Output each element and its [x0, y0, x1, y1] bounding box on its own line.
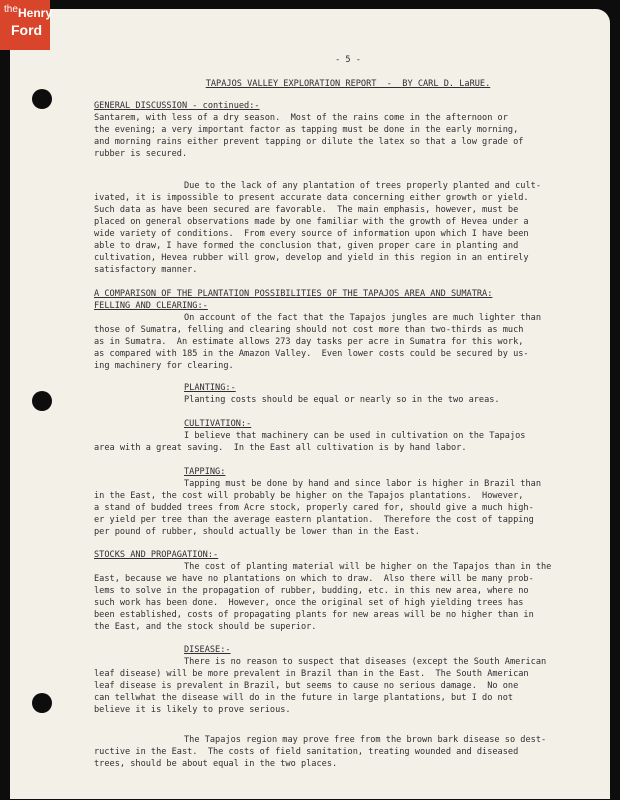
- text-line: per pound of rubber, should actually be lower than in the East.: [94, 527, 420, 537]
- text-line: those of Sumatra, felling and clearing should not cost more than two-thirds as much: [94, 325, 524, 335]
- text-line: leaf disease is prevalent in Brazil, but seems to cause no serious damage. No one: [94, 681, 519, 691]
- section-heading: DISEASE:-: [184, 645, 231, 655]
- text-line: rubber is secured.: [94, 149, 188, 159]
- report-title: TAPAJOS VALLEY EXPLORATION REPORT - BY CARL D. LaRUE.: [205, 79, 491, 89]
- text-line: Tapping must be done by hand and since labor is higher in Brazil than: [184, 479, 541, 489]
- text-line: as compared with 185 in the Amazon Valley. Even lower costs could be secured by us-: [94, 349, 529, 359]
- section-heading: STOCKS AND PROPAGATION:-: [94, 550, 219, 560]
- text-line: Planting costs should be equal or nearly so in the two areas.: [184, 395, 500, 405]
- text-line: Due to the lack of any plantation of trees properly planted and cult-: [184, 181, 541, 191]
- text-line: The cost of planting material will be higher on the Tapajos than in the: [184, 562, 552, 572]
- text-line: ing machinery for clearing.: [94, 361, 234, 371]
- henry-ford-logo: [0, 0, 53, 50]
- document-page: [10, 9, 610, 799]
- text-line: placed on general observations made by one familiar with the growth of Hevea under a: [94, 217, 529, 227]
- logo-text-the: the: [4, 4, 18, 15]
- section-heading: FELLING AND CLEARING:-: [94, 301, 208, 311]
- text-line: and morning rains either prevent tapping or dilute the latex so that a low grade of: [94, 137, 524, 147]
- text-line: the evening; a very important factor as tapping must be done in the early morning,: [94, 125, 519, 135]
- section-heading: PLANTING:-: [184, 383, 236, 393]
- text-line: East, because we have no plantations on which to draw. Also there will be many prob-: [94, 574, 534, 584]
- punch-hole: [32, 391, 52, 411]
- text-line: can tellwhat the disease will do in the future in large plantations, but I do not: [94, 693, 514, 703]
- text-line: area with a great saving. In the East all cultivation is by hand labor.: [94, 443, 467, 453]
- typed-text: [88, 9, 608, 769]
- logo-text-henry: Henry: [18, 6, 53, 20]
- text-line: On account of the fact that the Tapajos jungles are much lighter than: [184, 313, 541, 323]
- text-line: satisfactory manner.: [94, 265, 198, 275]
- text-line: ructive in the East. The costs of field sanitation, treating wounded and diseased: [94, 747, 519, 757]
- text-line: The Tapajos region may prove free from the brown bark disease so dest-: [184, 735, 547, 745]
- text-line: ivated, it is impossible to present accurate data concerning either growth or yield.: [94, 193, 529, 203]
- text-line: able to draw, I have formed the conclusion that, given proper care in planting and: [94, 241, 519, 251]
- text-line: the East, and the stock should be superior.: [94, 622, 317, 632]
- text-line: such work has been done. However, once the original set of high yielding trees has: [94, 598, 524, 608]
- section-heading: TAPPING:: [184, 467, 226, 477]
- text-line: in the East, the cost will probably be higher on the Tapajos plantations. However,: [94, 491, 524, 501]
- text-line: er yield per tree than the average eastern plantation. Therefore the cost of tapping: [94, 515, 534, 525]
- text-line: Such data as have been secured are favorable. The main emphasis, however, must be: [94, 205, 519, 215]
- section-heading: CULTIVATION:-: [184, 419, 252, 429]
- text-line: lems to solve in the propagation of rubber, budding, etc. in this new area, where no: [94, 586, 529, 596]
- punch-hole: [32, 89, 52, 109]
- text-line: wide variety of conditions. From every source of information upon which I have been: [94, 229, 529, 239]
- text-line: believe it is likely to prove serious.: [94, 705, 291, 715]
- section-heading: GENERAL DISCUSSION - continued:-: [94, 101, 260, 111]
- text-line: There is no reason to suspect that diseases (except the South American: [184, 657, 547, 667]
- text-line: I believe that machinery can be used in cultivation on the Tapajos: [184, 431, 526, 441]
- text-line: a stand of budded trees from Acre stock, properly cared for, should give a much high-: [94, 503, 534, 513]
- text-line: Santarem, with less of a dry season. Most of the rains come in the afternoon or: [94, 113, 508, 123]
- text-line: as in Sumatra. An estimate allows 273 day tasks per acre in Sumatra for this work,: [94, 337, 524, 347]
- logo-text-ford: Ford: [11, 22, 43, 38]
- text-line: leaf disease) will be more prevalent in Brazil than in the East. The South American: [94, 669, 529, 679]
- page-number: - 5 -: [335, 55, 361, 65]
- section-heading: A COMPARISON OF THE PLANTATION POSSIBILITIES OF THE TAPAJOS AREA AND SUMATRA:: [94, 289, 493, 299]
- text-line: trees, should be about equal in the two places.: [94, 759, 338, 769]
- text-line: been established, costs of propagating plants for new areas will be no higher than in: [94, 610, 534, 620]
- text-line: cultivation, Hevea rubber will grow, develop and yield in this region in an entirely: [94, 253, 529, 263]
- punch-hole: [32, 693, 52, 713]
